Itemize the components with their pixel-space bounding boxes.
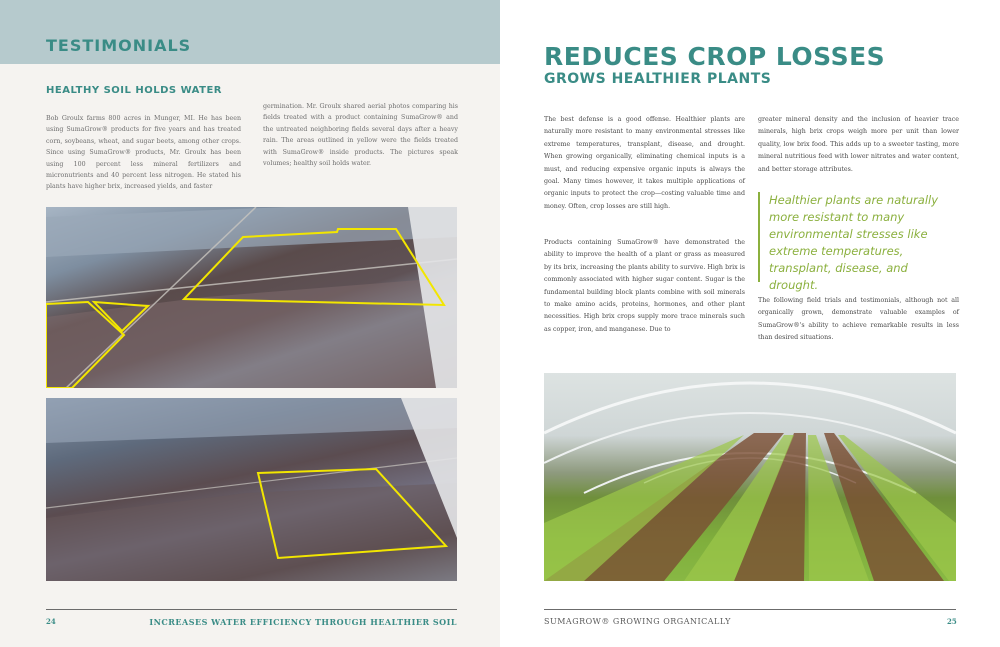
pull-quote: Healthier plants are naturally more resistant to many environmental stresses like extreme temperatures, transplant, disease, and drought. [758, 192, 959, 282]
footer-rule [46, 609, 457, 610]
greenhouse-photo-drawing [544, 373, 956, 581]
aerial-photo-2 [46, 398, 457, 581]
greenhouse-photo [544, 373, 956, 581]
aerial-photo-1-drawing [46, 207, 457, 388]
footer-rule [544, 609, 956, 610]
body-column-2: germination. Mr. Groulx shared aerial photos comparing his fields treated with a product containing SumaGrow® and the untreated neighboring fields several days after a heavy rain. The areas outlined in yellow were the fields treated with SumaGrow® inside products. The pictures speak volumes; healthy soil holds water. [263, 103, 458, 168]
running-footer: SUMAGROW® GROWING ORGANICALLY [544, 617, 731, 626]
page-subtitle: GROWS HEALTHIER PLANTS [544, 71, 772, 87]
body-paragraph-3: greater mineral density and the inclusion of heavier trace minerals, high brix crops weigh more per unit than lower quality, low brix food. This adds up to a sweeter tasting, more mineral nutritious feed with lower nitrates and water content, and better storage attributes. [758, 116, 959, 173]
section-heading: HEALTHY SOIL HOLDS WATER [46, 85, 222, 96]
aerial-photo-2-drawing [46, 398, 457, 581]
right-page [500, 0, 1000, 647]
page-title: REDUCES CROP LOSSES [544, 42, 886, 71]
running-footer: INCREASES WATER EFFICIENCY THROUGH HEALTHIER SOIL [149, 617, 457, 627]
body-column-1: Bob Groulx farms 800 acres in Munger, MI. He has been using SumaGrow® products for five years and has treated corn, soybeans, wheat, and sugar beets, among other crops. Since using SumaGrow® products, Mr. Groulx has been using 100 percent less mineral fertilizers and micronutrients and 40 percent less nitrogen. He stated his plants have higher brix, increased yields, and faster [46, 115, 241, 191]
body-paragraph-2: Products containing SumaGrow® have demonstrated the ability to improve the health of a plant or grass as measured by its brix, increasing the plants ability to survive. High brix is commonly associated with higher sugar content. Sugar is the fundamental building block plants combine with soil minerals to make amino acids, proteins, hormones, and other plant necessities. High brix crops supply more trace minerals such as copper, iron, and manganese. Due to [544, 239, 745, 333]
page-number: 25 [947, 617, 957, 626]
body-paragraph-1: The best defense is a good offense. Healthier plants are naturally more resistant to many environmental stresses like extreme temperatures, transplant, disease, and drought. When growing organically, eliminating chemical inputs is a must, and reducing expensive organic inputs is always the goal. Many times however, it takes multiple applications of organic inputs to protect the crop—costing valuable time and money. Often, crop losses are still high. [544, 116, 745, 210]
page-number: 24 [46, 617, 56, 626]
aerial-photo-1 [46, 207, 457, 388]
section-band-title: TESTIMONIALS [46, 36, 192, 55]
body-paragraph-4: The following field trials and testimonials, although not all organically grown, demonstrate valuable examples of SumaGrow®'s ability to achieve remarkable results in less than desired situations. [758, 297, 959, 342]
